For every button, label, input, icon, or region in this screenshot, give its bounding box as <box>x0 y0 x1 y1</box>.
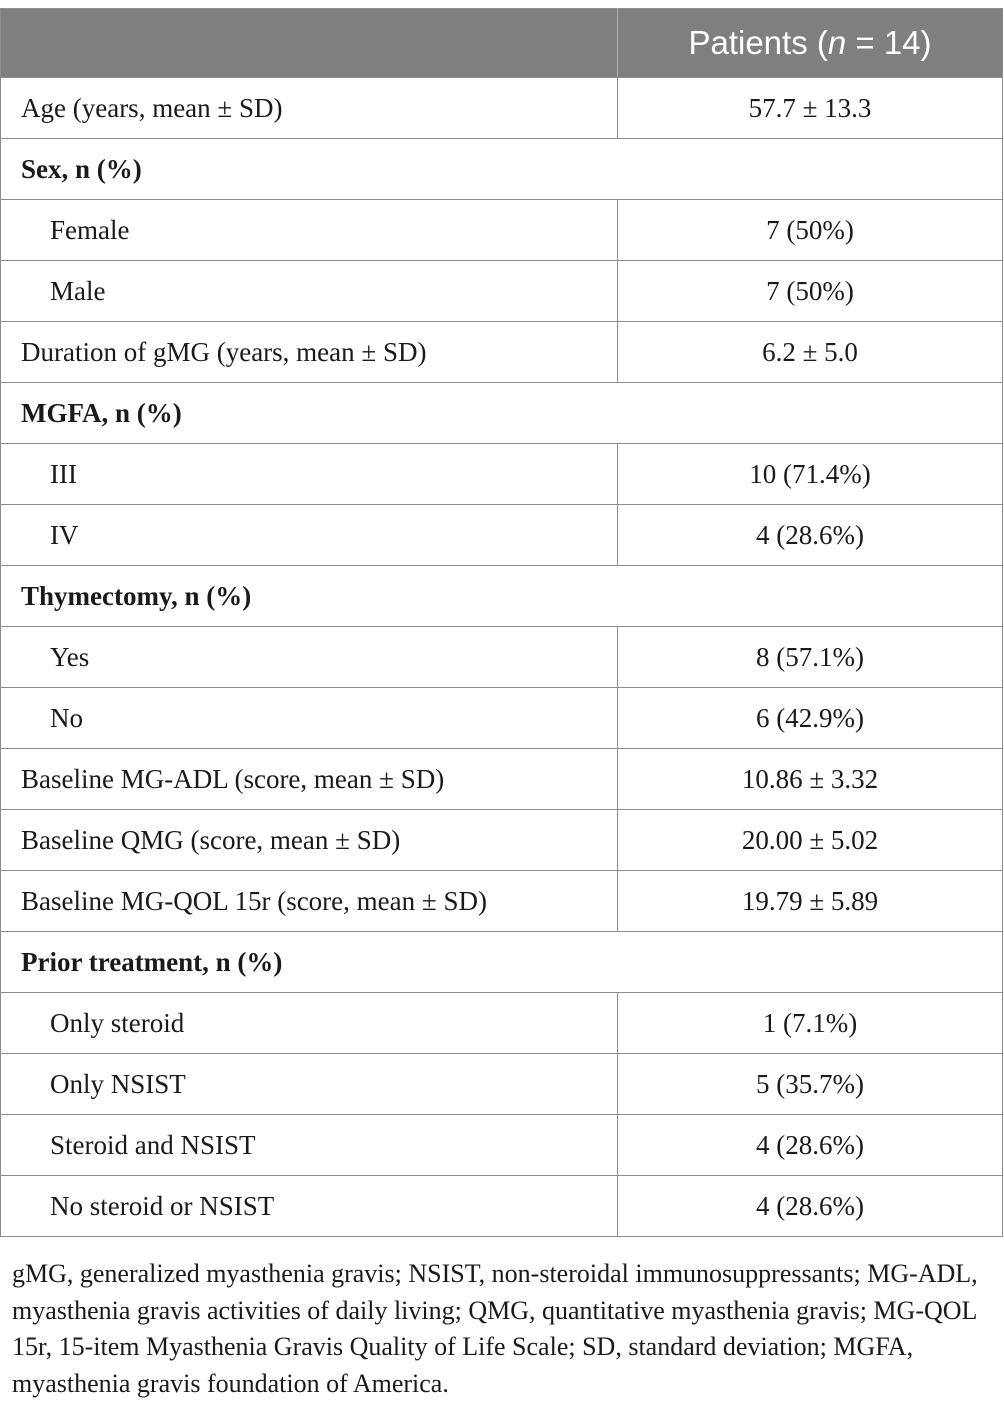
row-label: III <box>1 444 618 505</box>
row-label: Baseline MG-ADL (score, mean ± SD) <box>1 749 618 810</box>
header-label-cell <box>1 9 618 78</box>
table-container <box>0 8 1004 1237</box>
sub-row <box>1 444 1003 505</box>
section-label: Sex, n (%) <box>1 139 1003 200</box>
row-value: 8 (57.1%) <box>618 627 1003 688</box>
table-header-row <box>1 9 1003 78</box>
row-label: No steroid or NSIST <box>1 1176 618 1237</box>
row-label: Male <box>1 261 618 322</box>
row-label: Only steroid <box>1 993 618 1054</box>
table-row <box>1 78 1003 139</box>
section-header-row <box>1 932 1003 993</box>
row-label: Only NSIST <box>1 1054 618 1115</box>
section-header-row <box>1 566 1003 627</box>
sub-row <box>1 1054 1003 1115</box>
header-patients-cell <box>618 9 1003 78</box>
table-footnote: gMG, generalized myasthenia gravis; NSIST, non-steroidal immunosuppressants; MG-ADL, myasthenia gravis activities of daily living; QMG, quantitative myasthenia gravis; MG-QOL 15r, 15-item Myasthenia Gravis Quality of Life Scale; SD, standard deviation; MGFA, myasthenia gravis foundation of America. <box>12 1259 978 1398</box>
table-row <box>1 749 1003 810</box>
sub-row <box>1 1176 1003 1237</box>
sub-row <box>1 261 1003 322</box>
row-label: IV <box>1 505 618 566</box>
row-value: 19.79 ± 5.89 <box>618 871 1003 932</box>
sub-row <box>1 688 1003 749</box>
row-label: Yes <box>1 627 618 688</box>
section-label: Thymectomy, n (%) <box>1 566 1003 627</box>
table-row <box>1 871 1003 932</box>
sub-row <box>1 1115 1003 1176</box>
section-label: Prior treatment, n (%) <box>1 932 1003 993</box>
sub-row <box>1 993 1003 1054</box>
row-label: Age (years, mean ± SD) <box>1 78 618 139</box>
sub-row <box>1 505 1003 566</box>
row-value: 10 (71.4%) <box>618 444 1003 505</box>
patient-characteristics-table <box>0 8 1003 1237</box>
section-label: MGFA, n (%) <box>1 383 1003 444</box>
row-label: Baseline MG-QOL 15r (score, mean ± SD) <box>1 871 618 932</box>
row-value: 6 (42.9%) <box>618 688 1003 749</box>
section-header-row <box>1 383 1003 444</box>
row-label: No <box>1 688 618 749</box>
row-value: 1 (7.1%) <box>618 993 1003 1054</box>
row-value: 4 (28.6%) <box>618 1115 1003 1176</box>
table-body <box>1 78 1003 1237</box>
header-prefix: Patients ( <box>688 24 828 61</box>
row-value: 4 (28.6%) <box>618 1176 1003 1237</box>
row-value: 5 (35.7%) <box>618 1054 1003 1115</box>
table-row <box>1 322 1003 383</box>
row-label: Baseline QMG (score, mean ± SD) <box>1 810 618 871</box>
row-value: 10.86 ± 3.32 <box>618 749 1003 810</box>
row-label: Female <box>1 200 618 261</box>
sub-row <box>1 627 1003 688</box>
section-header-row <box>1 139 1003 200</box>
table-row <box>1 810 1003 871</box>
row-value: 4 (28.6%) <box>618 505 1003 566</box>
row-label: Duration of gMG (years, mean ± SD) <box>1 322 618 383</box>
row-label: Steroid and NSIST <box>1 1115 618 1176</box>
row-value: 20.00 ± 5.02 <box>618 810 1003 871</box>
row-value: 57.7 ± 13.3 <box>618 78 1003 139</box>
row-value: 7 (50%) <box>618 200 1003 261</box>
header-suffix: = 14) <box>846 24 932 61</box>
row-value: 7 (50%) <box>618 261 1003 322</box>
header-n: n <box>827 24 847 61</box>
sub-row <box>1 200 1003 261</box>
row-value: 6.2 ± 5.0 <box>618 322 1003 383</box>
